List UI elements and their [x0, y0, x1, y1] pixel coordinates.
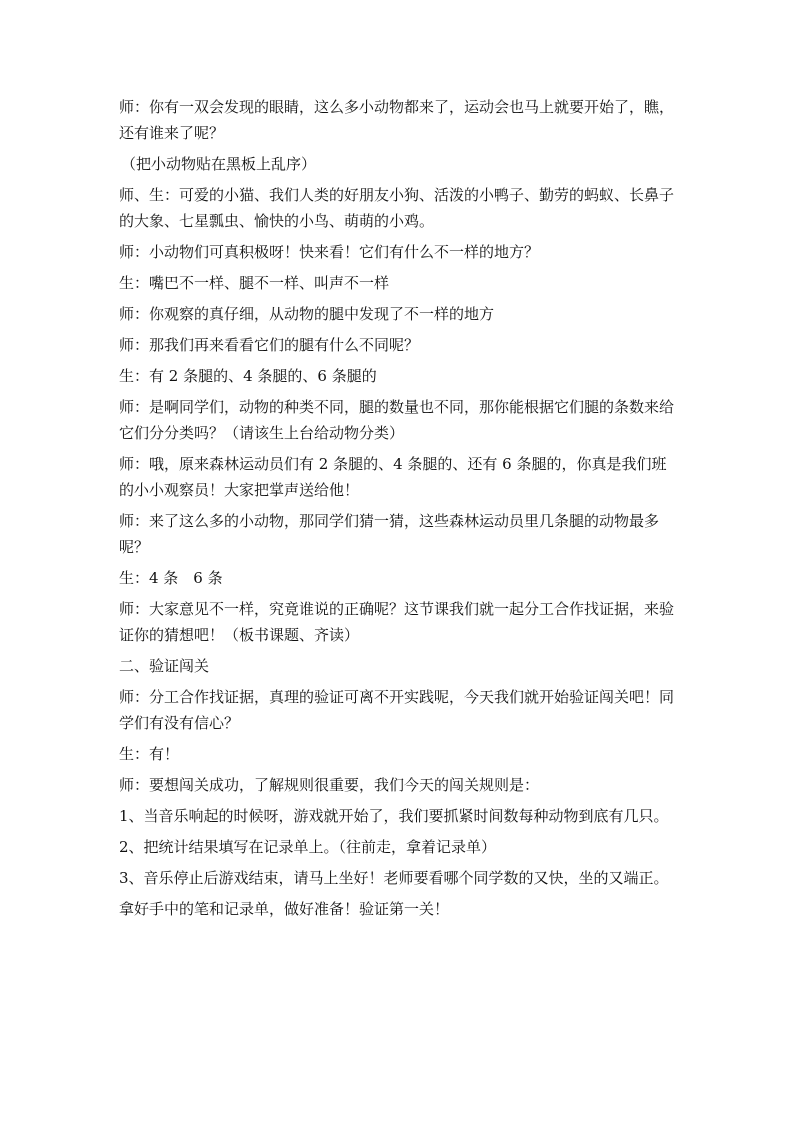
paragraph: 拿好手中的笔和记录单，做好准备！验证第一关！ — [119, 900, 450, 918]
paragraph: 生：4 条 6 条 — [119, 569, 223, 587]
paragraph: 师、生：可爱的小猫、我们人类的好朋友小狗、活泼的小鸭子、勤劳的蚂蚁、长鼻子的大象、七星瓢虫、愉快的小鸟、萌萌的小鸡。 — [119, 186, 675, 230]
paragraph: 师：你有一双会发现的眼睛，这么多小动物都来了，运动会也马上就要开始了，瞧，还有谁来了呢？ — [119, 98, 675, 142]
paragraph: 师：小动物们可真积极呀！快来看！它们有什么不一样的地方？ — [119, 243, 540, 261]
paragraph: 师：大家意见不一样，究竟谁说的正确呢？这节课我们就一起分工合作找证据，来验证你的猜想吧！（板书课题、齐读） — [119, 600, 675, 644]
paragraph: 师：要想闯关成功，了解规则很重要，我们今天的闯关规则是： — [119, 776, 540, 794]
paragraph: 师：哦，原来森林运动员们有 2 条腿的、4 条腿的、还有 6 条腿的，你真是我们班的小小观察员！大家把掌声送给他！ — [119, 455, 667, 499]
rule-item: 3、音乐停止后游戏结束，请马上坐好！老师要看哪个同学数的又快，坐的又端正。 — [119, 869, 669, 887]
document-body — [119, 94, 679, 927]
rule-item: 1、当音乐响起的时候呀，游戏就开始了，我们要抓紧时间数每种动物到底有几只。 — [119, 807, 669, 825]
paragraph: 生：有 2 条腿的、4 条腿的、6 条腿的 — [119, 367, 377, 385]
rule-item: 2、把统计结果填写在记录单上。（往前走，拿着记录单） — [119, 838, 497, 856]
paragraph: 师：分工合作找证据，真理的验证可离不开实践呢，今天我们就开始验证闯关吧！同学们有没有信心？ — [119, 688, 675, 732]
section-heading: 二、验证闯关 — [119, 657, 210, 675]
paragraph: 生：嘴巴不一样、腿不一样、叫声不一样 — [119, 274, 390, 292]
paragraph: （把小动物贴在黑板上乱序） — [121, 155, 317, 173]
paragraph: 师：来了这么多的小动物，那同学们猜一猜，这些森林运动员里几条腿的动物最多呢？ — [119, 512, 660, 556]
paragraph: 师：你观察的真仔细，从动物的腿中发现了不一样的地方 — [119, 305, 495, 323]
paragraph: 师：是啊同学们，动物的种类不同，腿的数量也不同，那你能根据它们腿的条数来给它们分分类吗？（请该生上台给动物分类） — [119, 398, 675, 442]
paragraph: 生：有！ — [119, 745, 180, 763]
paragraph: 师：那我们再来看看它们的腿有什么不同呢？ — [119, 336, 420, 354]
